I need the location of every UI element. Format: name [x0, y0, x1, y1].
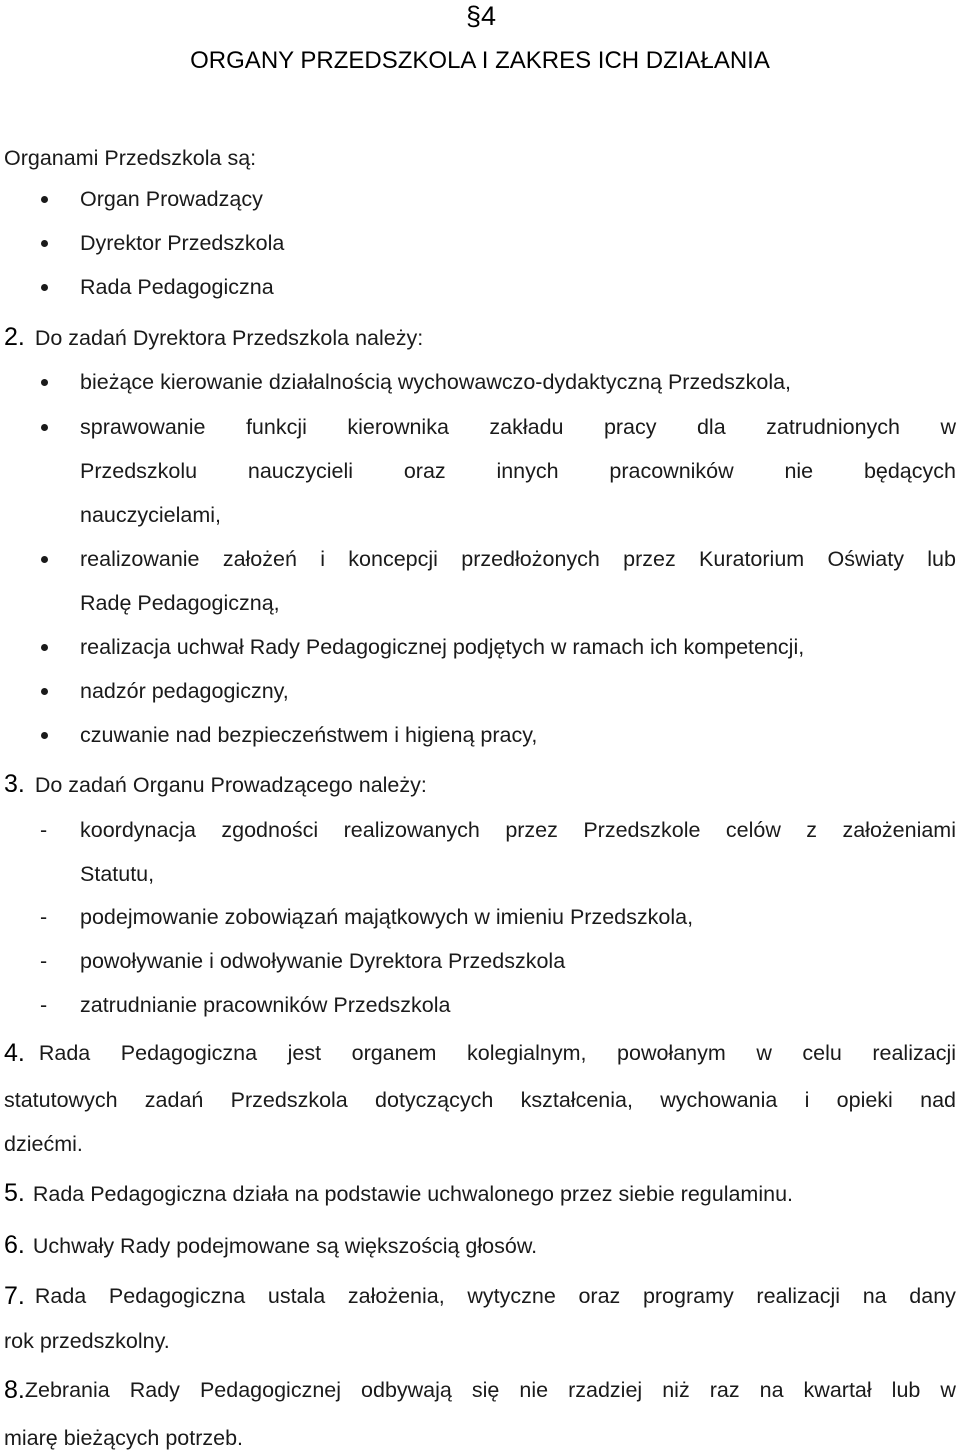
bullet-icon: [41, 556, 48, 563]
word: lub: [891, 1378, 921, 1402]
word: niż: [662, 1378, 690, 1402]
owner-task: podejmowanie zobowiązań majątkowych w imieniu Przedszkola,: [80, 905, 694, 929]
bullet-icon: [41, 196, 48, 203]
section-7-line: rok przedszkolny.: [4, 1329, 170, 1353]
word: Przedszkolu: [80, 459, 198, 483]
word: realizacji: [872, 1041, 956, 1065]
section-7-line: [4, 1281, 956, 1311]
word: oraz: [578, 1284, 621, 1308]
word: przez: [505, 818, 558, 842]
dash-marker: -: [40, 818, 48, 842]
owner-task-line: Statutu,: [80, 862, 155, 886]
section-4-line: dziećmi.: [4, 1132, 83, 1156]
word: Oświaty: [827, 547, 904, 571]
section-6-number: 6.: [4, 1231, 25, 1259]
word: kolegialnym,: [467, 1041, 587, 1065]
section-3-number: 3.: [4, 770, 25, 798]
dash-marker: -: [40, 993, 48, 1017]
word: dotyczących: [375, 1088, 494, 1112]
word: organem: [351, 1041, 437, 1065]
word: koncepcji: [348, 547, 438, 571]
word: i: [320, 547, 325, 571]
section-6: [4, 1230, 537, 1261]
section-5-number: 5.: [4, 1179, 25, 1207]
bullet-icon: [41, 379, 48, 386]
section-3-text: Do zadań Organu Prowadzącego należy:: [34, 773, 427, 797]
word: Pedagogiczna: [120, 1041, 258, 1065]
word: się: [471, 1378, 500, 1402]
word: Rada: [34, 1284, 87, 1308]
word: dla: [696, 415, 726, 439]
dash-marker: -: [40, 949, 48, 973]
word: w: [940, 1378, 956, 1402]
word: Pedagogicznej: [199, 1378, 342, 1402]
section-5-text: Rada Pedagogiczna działa na podstawie uchwalonego przez siebie regulaminu.: [32, 1182, 794, 1206]
word: nie: [784, 459, 814, 483]
word: celów: [725, 818, 781, 842]
section-4-line: [4, 1085, 956, 1115]
section-3-heading: [4, 769, 427, 800]
word: będących: [863, 459, 956, 483]
word: koordynacja: [80, 818, 196, 842]
section-5: [4, 1178, 793, 1209]
word: dany: [909, 1284, 956, 1308]
section-7-number: 7.: [4, 1282, 25, 1310]
director-task-line: [80, 456, 956, 486]
section-8-line: miarę bieżących potrzeb.: [4, 1426, 243, 1450]
word: funkcji: [245, 415, 307, 439]
word: w: [756, 1041, 772, 1065]
word: rzadziej: [568, 1378, 643, 1402]
word: nie: [519, 1378, 549, 1402]
owner-task-line: [80, 815, 956, 845]
word: programy: [642, 1284, 734, 1308]
word: wytyczne: [467, 1284, 556, 1308]
section-4-number: 4.: [4, 1039, 25, 1067]
word: nauczycieli: [247, 459, 354, 483]
word: zadań: [144, 1088, 204, 1112]
section-6-text: Uchwały Rady podejmowane są większością głosów.: [32, 1234, 538, 1258]
director-task: czuwanie nad bezpieczeństwem i higieną pracy,: [80, 723, 538, 747]
word: lub: [927, 547, 956, 571]
owner-task: powoływanie i odwoływanie Dyrektora Przedszkola: [80, 949, 566, 973]
word: realizowanych: [343, 818, 480, 842]
director-task-line: nauczycielami,: [80, 503, 221, 527]
organ-item: Organ Prowadzący: [80, 187, 263, 211]
section-number: §4: [466, 1, 497, 31]
word: założeń: [222, 547, 297, 571]
dash-marker: -: [40, 905, 48, 929]
section-2-number: 2.: [4, 323, 25, 351]
word: na: [862, 1284, 887, 1308]
section-8-number: 8.: [4, 1376, 25, 1404]
word: realizacji: [756, 1284, 841, 1308]
word: kierownika: [347, 415, 449, 439]
director-task: realizacja uchwał Rady Pedagogicznej podjętych w ramach ich kompetencji,: [80, 635, 805, 659]
bullet-icon: [41, 284, 48, 291]
word: zatrudnionych: [766, 415, 900, 439]
section-2-heading: [4, 322, 423, 353]
director-task-line: [80, 544, 956, 574]
owner-task: zatrudnianie pracowników Przedszkola: [80, 993, 451, 1017]
organ-item: Rada Pedagogiczna: [80, 275, 274, 299]
word: odbywają: [361, 1378, 452, 1402]
word: innych: [496, 459, 559, 483]
word: statutowych: [4, 1088, 118, 1112]
word: Rada: [38, 1041, 91, 1065]
word: Zebrania: [24, 1378, 110, 1402]
organ-item: Dyrektor Przedszkola: [80, 231, 285, 255]
word: Kuratorium: [699, 547, 805, 571]
director-task-line: Radę Pedagogiczną,: [80, 591, 280, 615]
word: raz: [709, 1378, 740, 1402]
word: przedłożonych: [461, 547, 600, 571]
word: pracy: [603, 415, 657, 439]
word: i: [804, 1088, 810, 1112]
bullet-icon: [41, 688, 48, 695]
word: Przedszkola: [230, 1088, 348, 1112]
director-task: nadzór pedagogiczny,: [80, 679, 289, 703]
bullet-icon: [41, 240, 48, 247]
word: ustala: [267, 1284, 326, 1308]
director-task: bieżące kierowanie działalnością wychowawczo-dydaktyczną Przedszkola,: [80, 370, 792, 394]
section-8-line: [4, 1375, 956, 1405]
bullet-icon: [41, 424, 48, 431]
section-4-line: [4, 1038, 956, 1068]
word: sprawowanie: [80, 415, 206, 439]
bullet-icon: [41, 644, 48, 651]
word: Przedszkole: [583, 818, 701, 842]
word: na: [759, 1378, 784, 1402]
word: powołanym: [617, 1041, 726, 1065]
word: opieki: [836, 1088, 893, 1112]
intro-text: Organami Przedszkola są:: [4, 146, 257, 170]
word: wychowania: [660, 1088, 778, 1112]
word: celu: [802, 1041, 842, 1065]
word: z: [806, 818, 818, 842]
word: przez: [623, 547, 676, 571]
word: zakładu: [489, 415, 564, 439]
word: realizowanie: [80, 547, 200, 571]
director-task-line: [80, 412, 956, 442]
word: założeniami: [842, 818, 956, 842]
word: kwartał: [803, 1378, 872, 1402]
word: oraz: [403, 459, 446, 483]
section-title: ORGANY PRZEDSZKOLA I ZAKRES ICH DZIAŁANIA: [190, 47, 770, 74]
word: pracowników: [609, 459, 734, 483]
word: Pedagogiczna: [108, 1284, 246, 1308]
word: założenia,: [347, 1284, 445, 1308]
bullet-icon: [41, 732, 48, 739]
section-2-text: Do zadań Dyrektora Przedszkola należy:: [34, 326, 424, 350]
word: Rady: [129, 1378, 180, 1402]
word: kształcenia,: [520, 1088, 633, 1112]
word: w: [940, 415, 956, 439]
word: zgodności: [221, 818, 319, 842]
word: nad: [920, 1088, 956, 1112]
word: jest: [287, 1041, 322, 1065]
